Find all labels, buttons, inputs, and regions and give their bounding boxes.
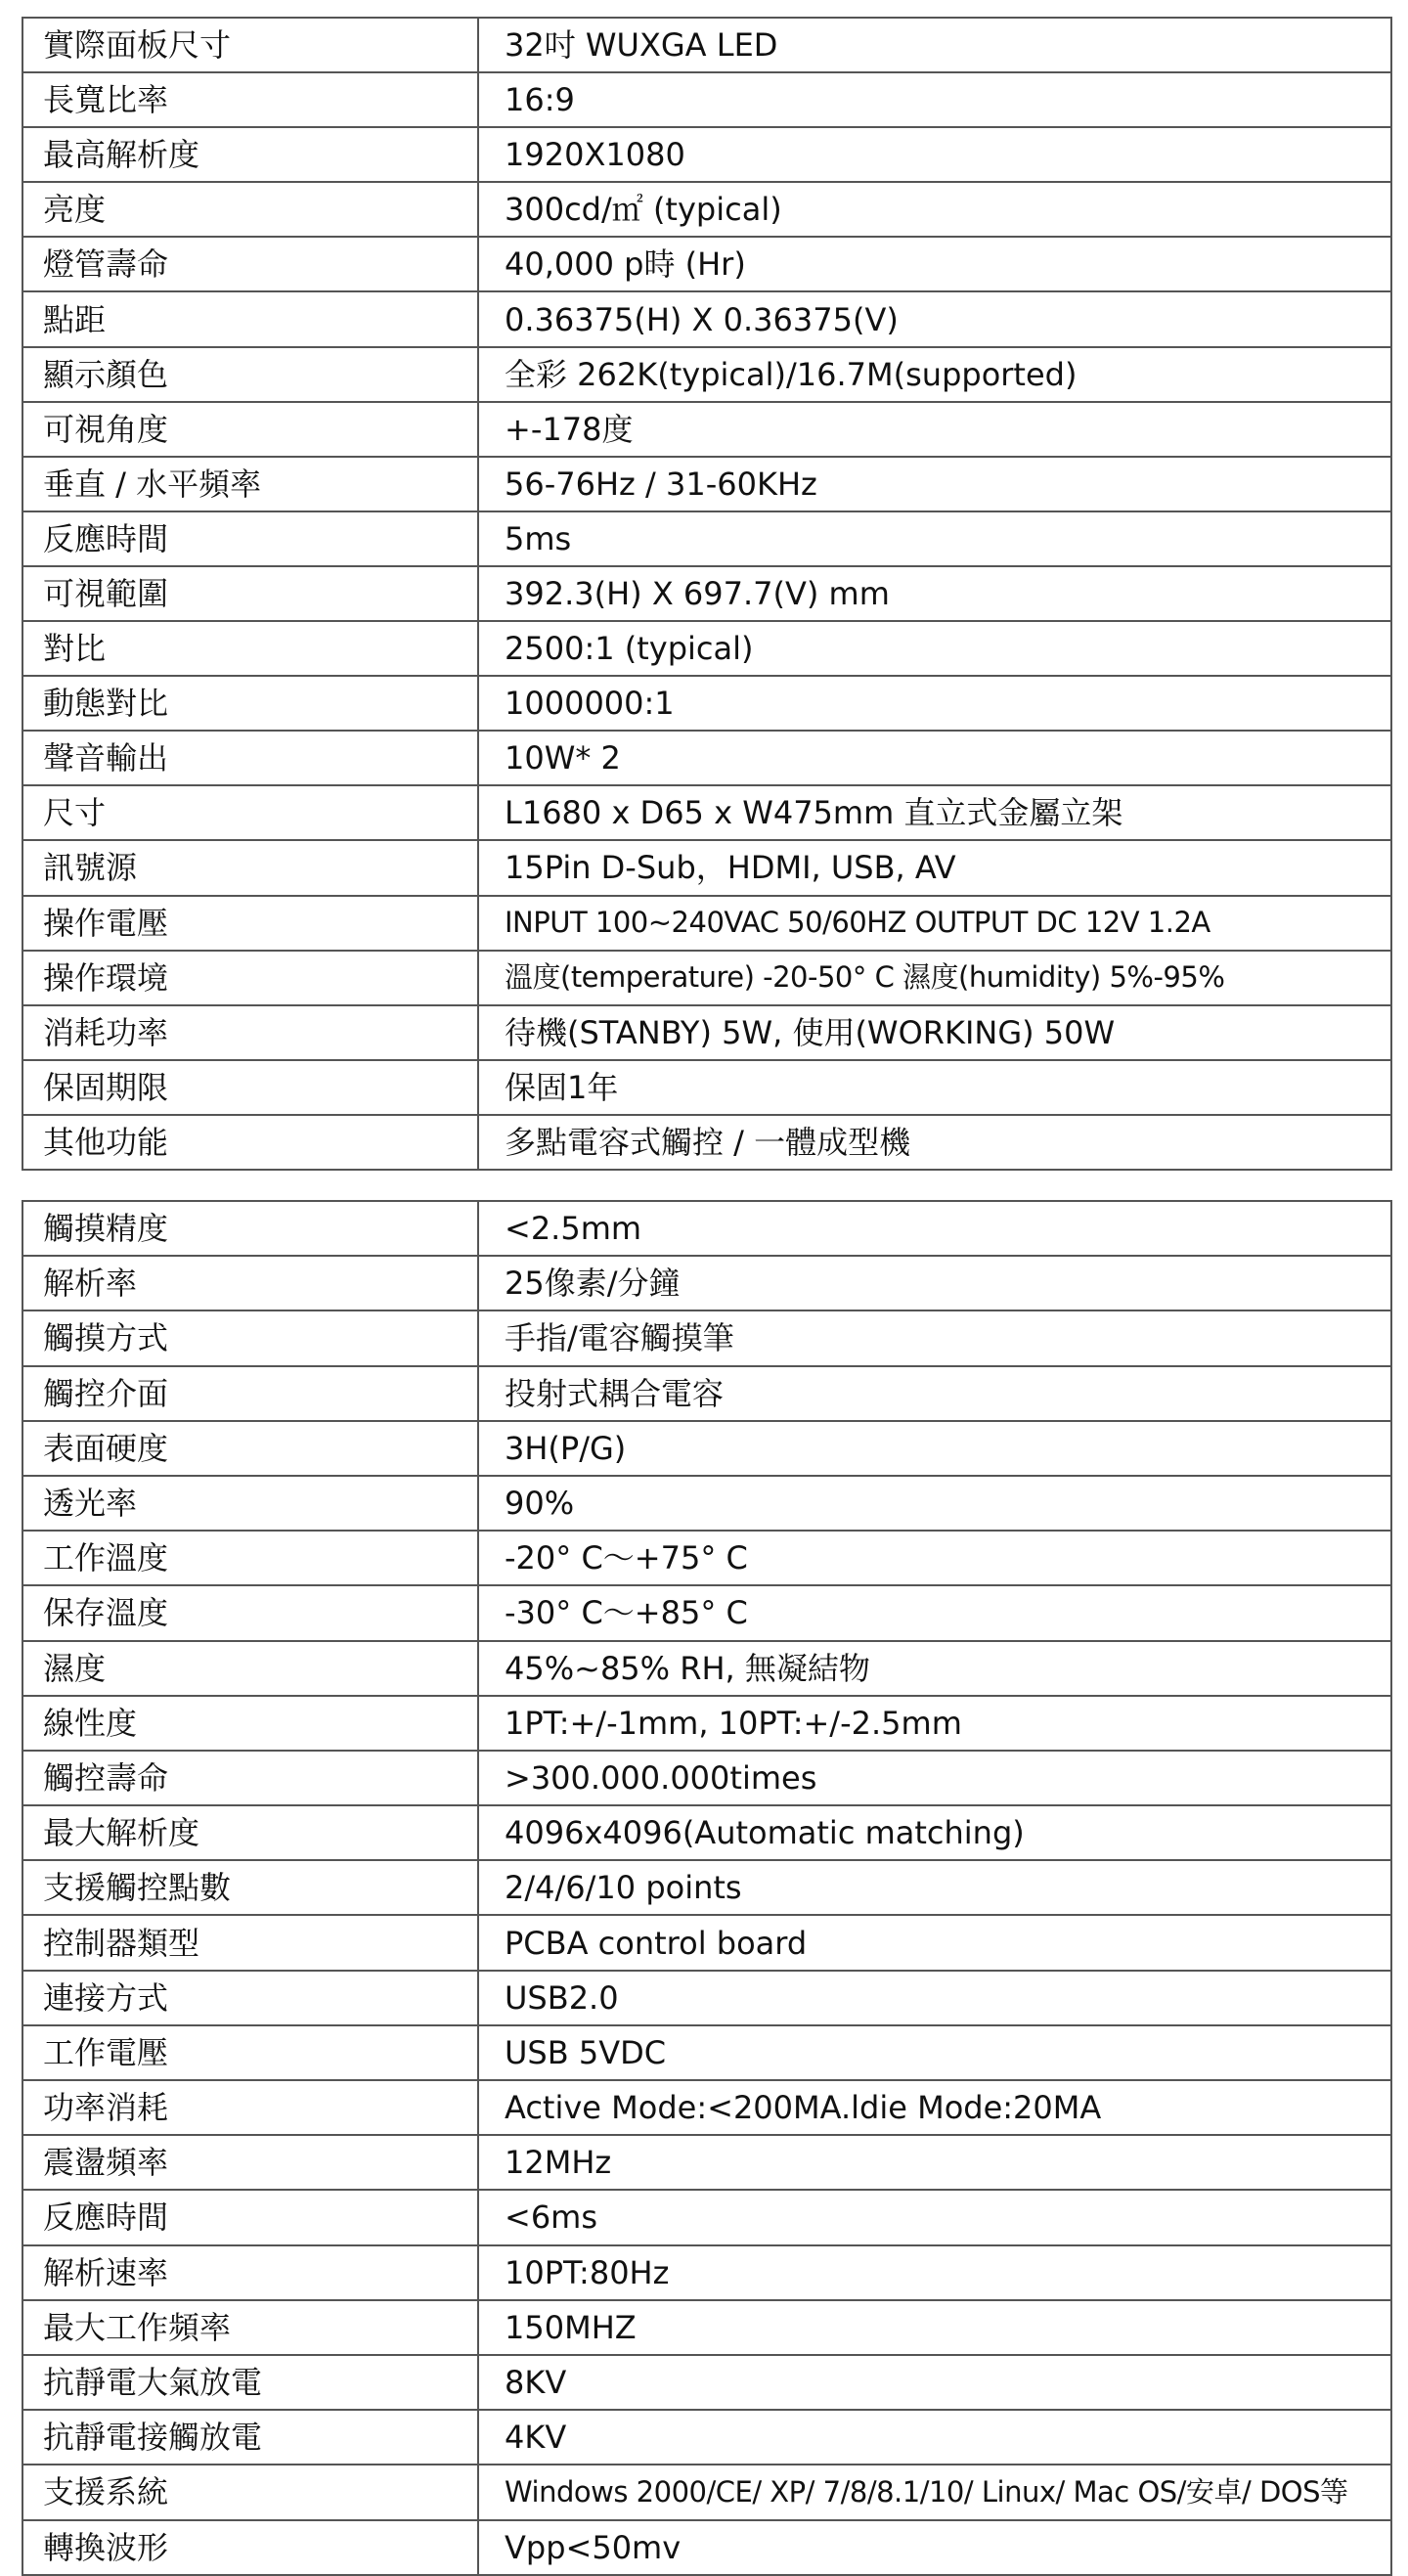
spec-value: 45%~85% RH, 無凝結物 [478,1641,1391,1696]
table-row [22,1751,1391,1805]
table-row [22,1256,1391,1310]
spec-label: 控制器類型 [22,1915,478,1970]
spec-label: 觸摸方式 [22,1310,478,1365]
spec-label: 表面硬度 [22,1421,478,1476]
spec-label: 解析速率 [22,2245,478,2300]
spec-value: Windows 2000/CE/ XP/ 7/8/8.1/10/ Linux/ Mac OS/安卓/ DOS等 [478,2465,1391,2519]
spec-value: 90% [478,1476,1391,1531]
spec-value: -20° C～+75° C [478,1531,1391,1585]
spec-label: 震盪頻率 [22,2135,478,2190]
spec-label: 線性度 [22,1696,478,1751]
spec-label: 操作電壓 [22,896,478,951]
table-row [22,1585,1391,1640]
spec-label: 動態對比 [22,676,478,731]
table-row [22,347,1391,402]
spec-value: 150MHZ [478,2300,1391,2355]
spec-value: -30° C～+85° C [478,1585,1391,1640]
table-row [22,2465,1391,2519]
spec-value: <6ms [478,2190,1391,2244]
table-row [22,2355,1391,2410]
table-row [22,2025,1391,2080]
spec-value: 16:9 [478,72,1391,127]
spec-value: 溫度(temperature) -20-50° C 濕度(humidity) 5%-95% [478,951,1391,1005]
table-row [22,1531,1391,1585]
table-row [22,1860,1391,1915]
table-row [22,1115,1391,1170]
spec-value: 2/4/6/10 points [478,1860,1391,1915]
spec-label: 功率消耗 [22,2080,478,2135]
table-row [22,127,1391,182]
spec-value: 4KV [478,2410,1391,2465]
table-row [22,18,1391,72]
spec-value: L1680 x D65 x W475mm 直立式金屬立架 [478,785,1391,840]
spec-label: 對比 [22,621,478,676]
spec-label: 垂直 / 水平頻率 [22,457,478,511]
spec-value: USB2.0 [478,1971,1391,2025]
spec-label: 最大解析度 [22,1805,478,1860]
table-row [22,2245,1391,2300]
spec-value: 1000000:1 [478,676,1391,731]
table-row [22,1201,1391,1256]
table-row [22,621,1391,676]
spec-label: 實際面板尺寸 [22,18,478,72]
spec-label: 解析率 [22,1256,478,1310]
table-row [22,1971,1391,2025]
spec-label: 保固期限 [22,1060,478,1115]
spec-value: 15Pin D-Sub，HDMI, USB, AV [478,840,1391,895]
table-row [22,182,1391,237]
spec-label: 轉換波形 [22,2520,478,2575]
table-row [22,785,1391,840]
spec-label: 最高解析度 [22,127,478,182]
table-row [22,1476,1391,1531]
spec-label: 燈管壽命 [22,237,478,291]
spec-label: 顯示顏色 [22,347,478,402]
display-spec-body [22,18,1391,1170]
spec-label: 工作溫度 [22,1531,478,1585]
spec-value: 5ms [478,511,1391,566]
spec-label: 操作環境 [22,951,478,1005]
table-row [22,731,1391,785]
table-row [22,1641,1391,1696]
touch-spec-body [22,1201,1391,2575]
table-row [22,951,1391,1005]
table-row [22,2410,1391,2465]
spec-value: 8KV [478,2355,1391,2410]
spec-value: 12MHz [478,2135,1391,2190]
table-row [22,2080,1391,2135]
table-row [22,291,1391,346]
spec-label: 可視範圍 [22,566,478,621]
table-row [22,1310,1391,1365]
table-row [22,896,1391,951]
table-row [22,237,1391,291]
spec-label: 其他功能 [22,1115,478,1170]
spec-value: 1920X1080 [478,127,1391,182]
table-row [22,1805,1391,1860]
table-row [22,2300,1391,2355]
spec-label: 觸摸精度 [22,1201,478,1256]
spec-value: >300.000.000times [478,1751,1391,1805]
spec-value: 4096x4096(Automatic matching) [478,1805,1391,1860]
table-row [22,72,1391,127]
spec-value: USB 5VDC [478,2025,1391,2080]
display-spec-table [22,17,1392,1171]
spec-label: 反應時間 [22,511,478,566]
spec-value: 多點電容式觸控 / 一體成型機 [478,1115,1391,1170]
spec-value: Vpp<50mv [478,2520,1391,2575]
spec-value: 56-76Hz / 31-60KHz [478,457,1391,511]
spec-value: Active Mode:<200MA.ldie Mode:20MA [478,2080,1391,2135]
spec-label: 反應時間 [22,2190,478,2244]
spec-value: 全彩 262K(typical)/16.7M(supported) [478,347,1391,402]
table-row [22,402,1391,457]
spec-label: 亮度 [22,182,478,237]
spec-label: 透光率 [22,1476,478,1531]
spec-label: 長寬比率 [22,72,478,127]
table-row [22,2520,1391,2575]
spec-label: 抗靜電接觸放電 [22,2410,478,2465]
spec-value: +-178度 [478,402,1391,457]
spec-label: 支援觸控點數 [22,1860,478,1915]
spec-value: 3H(P/G) [478,1421,1391,1476]
table-row [22,566,1391,621]
table-row [22,1060,1391,1115]
spec-value: 392.3(H) X 697.7(V) mm [478,566,1391,621]
spec-label: 濕度 [22,1641,478,1696]
spec-label: 點距 [22,291,478,346]
spec-label: 聲音輸出 [22,731,478,785]
table-row [22,1696,1391,1751]
table-row [22,1421,1391,1476]
spec-label: 觸控壽命 [22,1751,478,1805]
table-row [22,840,1391,895]
spec-value: 10PT:80Hz [478,2245,1391,2300]
spec-label: 保存溫度 [22,1585,478,1640]
spec-value: 待機(STANBY) 5W, 使用(WORKING) 50W [478,1005,1391,1060]
spec-label: 訊號源 [22,840,478,895]
table-row [22,676,1391,731]
spec-label: 觸控介面 [22,1366,478,1421]
table-row [22,2190,1391,2244]
spec-value: <2.5mm [478,1201,1391,1256]
touch-spec-table [22,1200,1392,2576]
spec-label: 支援系統 [22,2465,478,2519]
table-row [22,511,1391,566]
spec-label: 工作電壓 [22,2025,478,2080]
table-row [22,2135,1391,2190]
spec-value: 10W* 2 [478,731,1391,785]
spec-value: 32吋 WUXGA LED [478,18,1391,72]
spec-value: 25像素/分鐘 [478,1256,1391,1310]
spec-value: PCBA control board [478,1915,1391,1970]
table-row [22,1915,1391,1970]
table-row [22,1366,1391,1421]
spec-value: 40,000 p時 (Hr) [478,237,1391,291]
spec-value: 手指/電容觸摸筆 [478,1310,1391,1365]
spec-label: 抗靜電大氣放電 [22,2355,478,2410]
spec-value: 0.36375(H) X 0.36375(V) [478,291,1391,346]
spec-label: 最大工作頻率 [22,2300,478,2355]
spec-value: 投射式耦合電容 [478,1366,1391,1421]
spec-label: 消耗功率 [22,1005,478,1060]
table-row [22,1005,1391,1060]
spec-value: INPUT 100~240VAC 50/60HZ OUTPUT DC 12V 1.2A [478,896,1391,951]
table-row [22,457,1391,511]
spec-value: 1PT:+/-1mm, 10PT:+/-2.5mm [478,1696,1391,1751]
spec-value: 300cd/㎡ (typical) [478,182,1391,237]
spec-value: 2500:1 (typical) [478,621,1391,676]
spec-label: 尺寸 [22,785,478,840]
spec-label: 連接方式 [22,1971,478,2025]
spec-label: 可視角度 [22,402,478,457]
spec-value: 保固1年 [478,1060,1391,1115]
